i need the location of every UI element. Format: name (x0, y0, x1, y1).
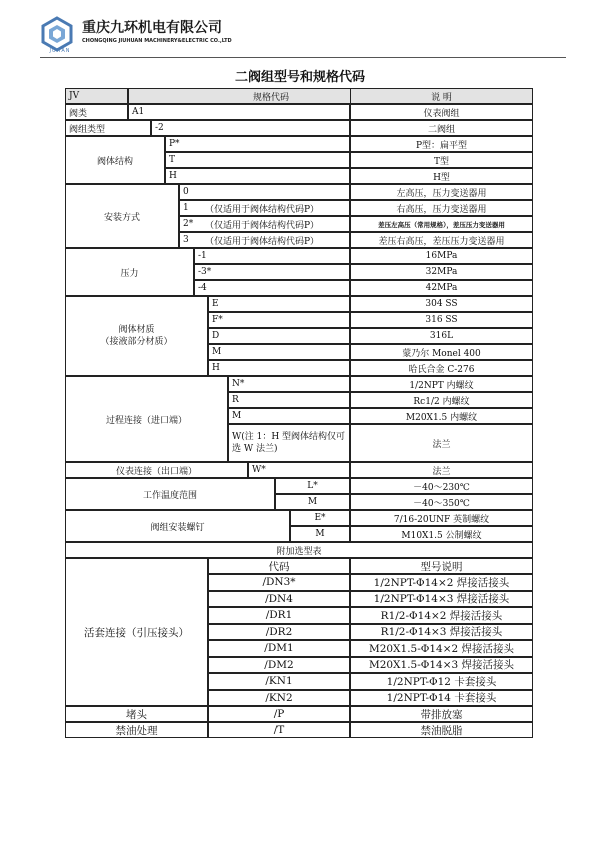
material-code: F* (208, 312, 350, 328)
install-desc: 左高压，压力变送器用 (350, 184, 533, 200)
material-code: D (208, 328, 350, 344)
install-code: 1 （仅适用于阀体结构代码P） (179, 200, 350, 216)
spec-table (65, 88, 533, 738)
install-desc: 差压左高压（常用规格），差压压力变送器用 (350, 216, 533, 232)
fitting-code: /KN2 (208, 690, 350, 707)
material-desc: 316L (350, 328, 533, 344)
pressure-code: -4 (194, 280, 350, 296)
bolt-desc: M10X1.5 公制螺纹 (350, 526, 533, 542)
fitting-code: /DR2 (208, 624, 350, 641)
material-code: M (208, 344, 350, 360)
instrument-desc: 法兰 (350, 462, 533, 478)
fitting-desc: R1/2-Φ14×3 焊接活接头 (350, 624, 533, 641)
plug-code: /P (208, 706, 350, 722)
pressure-desc: 16MPa (350, 248, 533, 264)
fitting-code: /DM2 (208, 657, 350, 674)
pressure-code: -1 (194, 248, 350, 264)
header-model-cell: JV (65, 88, 128, 104)
pressure-desc: 32MPa (350, 264, 533, 280)
fitting-code: /DN4 (208, 591, 350, 608)
fitting-head-code: 代码 (208, 558, 350, 574)
bolt-desc: 7/16-20UNF 英制螺纹 (350, 510, 533, 526)
bolt-code: E* (290, 510, 350, 526)
install-code: 2* （仅适用于阀体结构代码P） (179, 216, 350, 232)
install-label: 安装方式 (65, 184, 179, 248)
fitting-desc: M20X1.5-Φ14×2 焊接活接头 (350, 640, 533, 657)
material-label: 阀体材质 （接液部分材质） (65, 296, 208, 376)
process-desc: M20X1.5 内螺纹 (350, 408, 533, 424)
process-code: M (228, 408, 350, 424)
valve-type-desc: 仪表阀组 (350, 104, 533, 120)
logo-text: JUHAN (49, 48, 71, 54)
install-code: 3 （仅适用于阀体结构代码P） (179, 232, 350, 248)
fitting-code: /DN3* (208, 574, 350, 591)
install-code: 0 (179, 184, 350, 200)
material-desc: 304 SS (350, 296, 533, 312)
fitting-code: /KN1 (208, 673, 350, 690)
fitting-code: /DR1 (208, 607, 350, 624)
body-structure-label: 阀体结构 (65, 136, 165, 184)
page-title: 二阀组型号和规格代码 (234, 70, 365, 85)
instrument-code: W* (248, 462, 350, 478)
process-desc: 1/2NPT 内螺纹 (350, 376, 533, 392)
material-desc: 哈氏合金 C-276 (350, 360, 533, 376)
fitting-desc: R1/2-Φ14×2 焊接活接头 (350, 607, 533, 624)
addon-title: 附加选型表 (65, 542, 533, 558)
process-label: 过程连接（进口端） (65, 376, 228, 462)
body-structure-code: P* (165, 136, 350, 152)
temperature-code: L* (275, 478, 350, 494)
bolt-code: M (290, 526, 350, 542)
fitting-desc: 1/2NPT-Φ12 卡套接头 (350, 673, 533, 690)
company-english-name: CHONGQING JIUHUAN MACHINERY&ELECTRIC CO.,LTD (82, 38, 232, 44)
fitting-desc: 1/2NPT-Φ14 卡套接头 (350, 690, 533, 707)
material-desc: 316 SS (350, 312, 533, 328)
valve-type-label: 阀类 (65, 104, 128, 120)
instrument-label: 仪表连接（出口端） (65, 462, 248, 478)
oil-desc: 禁油脱脂 (350, 722, 533, 738)
fitting-desc: M20X1.5-Φ14×3 焊接活接头 (350, 657, 533, 674)
fitting-head-desc: 型号说明 (350, 558, 533, 574)
oil-label: 禁油处理 (65, 722, 208, 738)
header-divider (40, 57, 566, 58)
body-structure-desc: H型 (350, 168, 533, 184)
bolt-label: 阀组安装螺钉 (65, 510, 290, 542)
material-code: H (208, 360, 350, 376)
process-desc: Rc1/2 内螺纹 (350, 392, 533, 408)
install-desc: 差压右高压，差压压力变送器用 (350, 232, 533, 248)
fitting-desc: 1/2NPT-Φ14×3 焊接活接头 (350, 591, 533, 608)
company-name: 重庆九环机电有限公司 (82, 20, 222, 36)
process-desc: 法兰 (350, 424, 533, 462)
header-desc-cell: 说 明 (350, 88, 533, 104)
group-type-code: -2 (151, 120, 350, 136)
body-structure-code: H (165, 168, 350, 184)
material-code: E (208, 296, 350, 312)
body-structure-desc: P型：扁平型 (350, 136, 533, 152)
temperature-desc: －40～230℃ (350, 478, 533, 494)
temperature-code: M (275, 494, 350, 510)
plug-desc: 带排放塞 (350, 706, 533, 722)
fitting-label: 活套连接（引压接头） (65, 558, 208, 706)
fitting-desc: 1/2NPT-Φ14×2 焊接活接头 (350, 574, 533, 591)
install-desc: 右高压，压力变送器用 (350, 200, 533, 216)
process-code: N* (228, 376, 350, 392)
process-code: W(注 1：H 型阀体结构仅可选 W 法兰) (228, 424, 350, 462)
oil-code: /T (208, 722, 350, 738)
body-structure-desc: T型 (350, 152, 533, 168)
body-structure-code: T (165, 152, 350, 168)
pressure-label: 压力 (65, 248, 194, 296)
company-header (40, 14, 560, 56)
plug-label: 堵头 (65, 706, 208, 722)
temperature-label: 工作温度范围 (65, 478, 275, 510)
pressure-desc: 42MPa (350, 280, 533, 296)
material-desc: 蒙乃尔 Monel 400 (350, 344, 533, 360)
pressure-code: -3* (194, 264, 350, 280)
group-type-label: 阀组类型 (65, 120, 151, 136)
process-code: R (228, 392, 350, 408)
fitting-code: /DM1 (208, 640, 350, 657)
header-code-cell: 规格代码 (128, 88, 414, 104)
valve-type-code: A1 (128, 104, 350, 120)
group-type-desc: 二阀组 (350, 120, 533, 136)
temperature-desc: －40～350℃ (350, 494, 533, 510)
